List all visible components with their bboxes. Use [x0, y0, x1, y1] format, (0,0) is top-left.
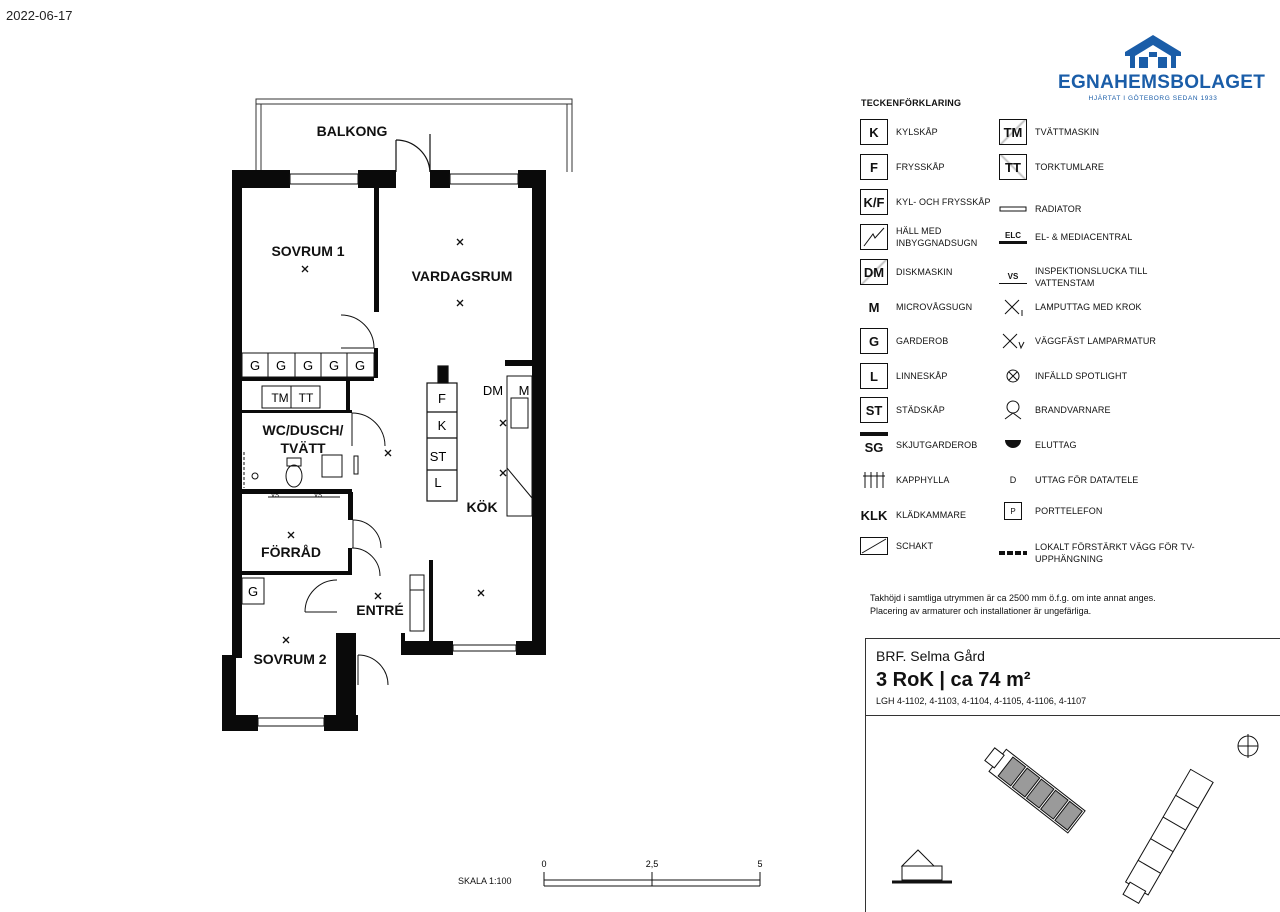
legend-label: SCHAKT — [896, 541, 934, 551]
scale-tick-2-5: 2,5 — [645, 859, 659, 869]
dryer-symbol-icon: TT — [999, 154, 1027, 180]
site-building-2 — [1120, 769, 1214, 905]
apartment-size: 3 RoK | ca 74 m² — [876, 669, 1031, 691]
lamp-hook-icon — [999, 294, 1027, 320]
room-label-vardagsrum: VARDAGSRUM — [411, 268, 513, 284]
legend-label: HÄLL MED INBYGGNADSUGN — [896, 226, 978, 248]
wardrobe-g4: G — [328, 358, 340, 373]
radiator-symbol-icon — [999, 196, 1027, 222]
legend-item-torktumlare — [999, 154, 1104, 180]
freezer-label: F — [438, 391, 446, 406]
balcony-door — [396, 134, 430, 172]
legend-item-brandvarnare — [999, 397, 1111, 423]
legend-label: LINNESKÅP — [896, 371, 948, 381]
linen-cabinet-symbol-icon: L — [860, 363, 888, 389]
room-label-balkong: BALKONG — [316, 123, 388, 139]
legend-label: SKJUTGARDEROB — [896, 440, 978, 450]
legend-label: STÄDSKÅP — [896, 405, 945, 415]
title-block-header — [866, 639, 1280, 716]
vs-label-2: VS — [313, 493, 323, 499]
legend-label: DISKMASKIN — [896, 267, 953, 277]
plan-date: 2022-06-17 — [6, 8, 73, 23]
legend-label: FRYSSKÅP — [896, 162, 945, 172]
legend-item-diskmaskin — [860, 259, 953, 285]
wardrobe-g2: G — [275, 358, 287, 373]
washing-machine-label: TM — [271, 391, 289, 405]
room-label-kok: KÖK — [466, 499, 498, 515]
inspection-hatch-symbol-icon: VS — [999, 270, 1027, 284]
smoke-detector-icon — [999, 397, 1027, 423]
legend-label: EL- & MEDIACENTRAL — [1035, 232, 1133, 242]
legend-item-tvattmaskin — [999, 119, 1099, 145]
washing-machine-symbol-icon: TM — [999, 119, 1027, 145]
legend-item-radiator — [999, 196, 1081, 222]
cleaning-cabinet-symbol-icon: ST — [860, 397, 888, 423]
room-label-sovrum1: SOVRUM 1 — [271, 243, 345, 259]
legend-label: INSPEKTIONSLUCKA TILL VATTENSTAM — [1035, 266, 1148, 288]
room-label-wc-line2: TVÄTT — [280, 440, 326, 456]
legend-label: UTTAG FÖR DATA/TELE — [1035, 475, 1139, 485]
legend-label: KYLSKÅP — [896, 127, 938, 137]
legend-label: VÄGGFÄST LAMPARMATUR — [1035, 336, 1157, 346]
logo-name: EGNAHEMSBOLAGET — [1058, 72, 1266, 93]
legend-item-tv-vagg — [999, 540, 1210, 566]
legend-item-data — [999, 467, 1138, 493]
shaft-symbol-icon — [860, 537, 888, 555]
site-building-1 — [981, 743, 1085, 833]
kitchen-cabinets — [427, 366, 457, 501]
data-outlet-icon: D — [1009, 475, 1017, 485]
legend-title: TECKENFÖRKLARING — [861, 98, 962, 108]
legend-item-stad — [860, 397, 945, 423]
legend-item-kylskap — [860, 119, 938, 145]
legend-label: KAPPHYLLA — [896, 475, 950, 485]
legend-item-eluttag — [999, 432, 1077, 458]
legend-label: LOKALT FÖRSTÄRKT VÄGG FÖR TV-UPPHÄNGNING — [1035, 542, 1195, 564]
linen-cabinet-label: L — [434, 475, 442, 490]
legend-item-kapphylla — [860, 467, 949, 493]
sliding-wardrobe-symbol-icon: SG — [860, 432, 888, 458]
legend-label: PORTTELEFON — [1035, 506, 1103, 516]
room-label-entre: ENTRÉ — [356, 602, 404, 618]
title-block — [865, 638, 1280, 912]
vs-label-1: VS — [270, 493, 280, 499]
fridge-label: K — [437, 418, 447, 433]
legend-item-linne — [860, 363, 947, 389]
legend-label: ELUTTAG — [1035, 440, 1077, 450]
wardrobe-symbol-icon: G — [860, 328, 888, 354]
note-ceiling-height: Takhöjd i samtliga utrymmen är ca 2500 mm ö.f.g. om inte annat anges. — [870, 593, 1156, 603]
legend-item-skjut — [860, 432, 977, 458]
microwave-symbol-icon: M — [868, 299, 880, 315]
fridge-freezer-symbol-icon: K/F — [860, 189, 888, 215]
freezer-symbol-icon: F — [860, 154, 888, 180]
door-phone-icon: P — [1004, 502, 1022, 520]
coat-rack-symbol-icon — [860, 467, 888, 493]
balcony-outline — [256, 99, 572, 172]
stove-symbol-icon — [860, 224, 888, 250]
wardrobe-g5: G — [354, 358, 366, 373]
room-label-forrad: FÖRRÅD — [261, 544, 321, 560]
wardrobe-g1: G — [249, 358, 261, 373]
scale-tick-0: 0 — [541, 859, 547, 869]
fridge-symbol-icon: K — [860, 119, 888, 145]
legend-item-vs — [999, 265, 1155, 289]
legend-label: GARDEROB — [896, 336, 949, 346]
legend-label: TVÄTTMASKIN — [1035, 127, 1100, 137]
reinforced-wall-icon — [999, 540, 1027, 566]
legend-item-micro — [860, 294, 972, 320]
site-plan — [866, 716, 1280, 912]
note-placement: Placering av armaturer och installationer är ungefärliga. — [870, 606, 1092, 616]
apartment-numbers: LGH 4-1102, 4-1103, 4-1104, 4-1105, 4-1106, 4-1107 — [876, 696, 1087, 706]
site-section-icon — [892, 850, 952, 882]
legend-item-hall — [860, 224, 986, 250]
media-central-symbol-icon: ELC — [999, 230, 1027, 244]
legend-item-kladkammare — [860, 502, 966, 528]
room-label-wc-line1: WC/DUSCH/ — [262, 422, 344, 438]
scale-tick-5: 5 — [757, 859, 763, 869]
house-logo-icon — [1121, 32, 1185, 70]
dishwasher-symbol-icon: DM — [860, 259, 888, 285]
spotlight-icon — [999, 363, 1027, 389]
legend-label: RADIATOR — [1035, 204, 1082, 214]
room-label-sovrum2: SOVRUM 2 — [253, 651, 327, 667]
legend-item-frysskap — [860, 154, 945, 180]
legend-label: KLÄDKAMMARE — [896, 510, 967, 520]
legend-label: INFÄLLD SPOTLIGHT — [1035, 371, 1128, 381]
legend-item-kyl-frys — [860, 189, 991, 215]
brf-name: BRF. Selma Gård — [876, 648, 985, 664]
scale-bar — [544, 872, 760, 886]
dishwasher-label: DM — [482, 383, 504, 398]
cleaning-cabinet-label: ST — [429, 449, 447, 464]
legend-label: KYL- OCH FRYSSKÅP — [896, 197, 991, 207]
wardrobe-g3: G — [302, 358, 314, 373]
legend-item-porttelefon — [999, 502, 1102, 520]
walk-in-closet-symbol-icon: KLK — [860, 507, 888, 523]
scale-label: SKALA 1:100 — [458, 876, 512, 886]
legend-item-vaggfast — [999, 328, 1156, 354]
legend-item-schakt — [860, 537, 933, 555]
dryer-label: TT — [298, 391, 314, 405]
legend-label: TORKTUMLARE — [1035, 162, 1104, 172]
power-outlet-icon — [999, 432, 1027, 458]
legend-label: BRANDVARNARE — [1035, 405, 1111, 415]
legend-label: LAMPUTTAG MED KROK — [1035, 302, 1142, 312]
hall-wardrobe-g: G — [247, 584, 259, 599]
logo-tagline: HJÄRTAT I GÖTEBORG SEDAN 1933 — [1088, 95, 1218, 102]
legend-item-elc — [999, 230, 1145, 244]
legend-item-lamputtag — [999, 294, 1142, 320]
legend-label: MICROVÅGSUGN — [896, 302, 973, 312]
legend-item-garderob — [860, 328, 948, 354]
legend-item-spotlight — [999, 363, 1127, 389]
microwave-label: M — [518, 383, 530, 398]
company-logo — [1058, 32, 1266, 102]
wall-lamp-icon — [999, 328, 1027, 354]
